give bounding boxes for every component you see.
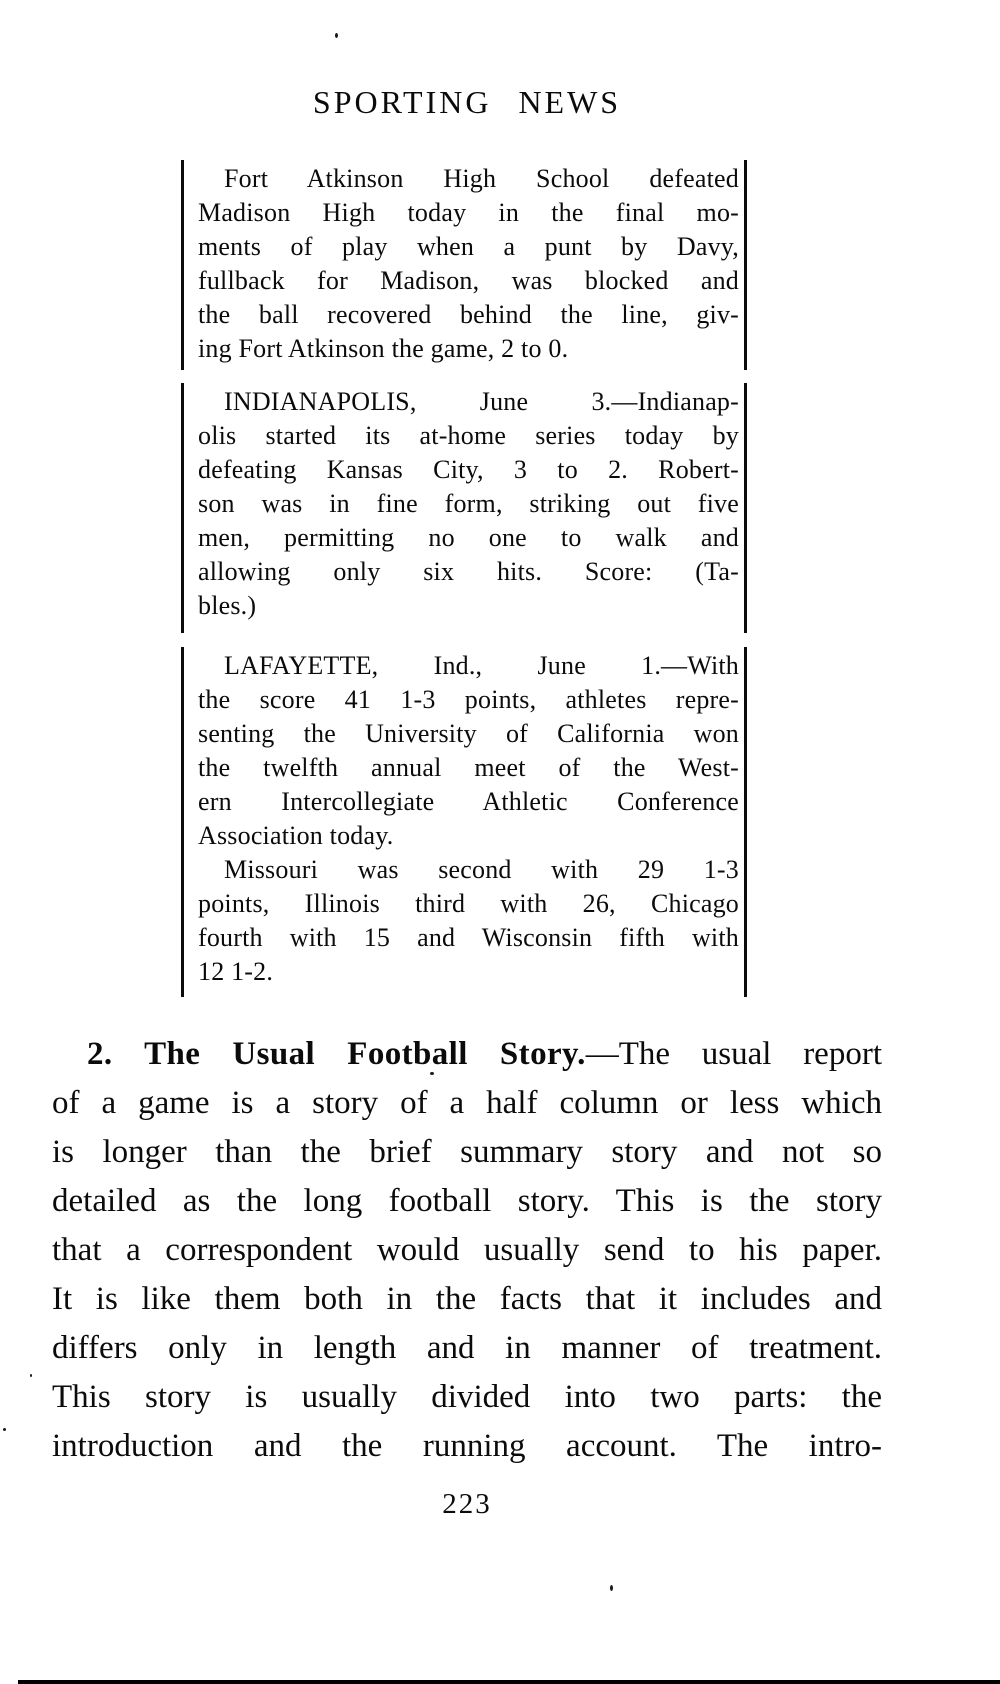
paragraph-heading-rest: —The usual report [585, 1036, 882, 1072]
scan-speck [335, 33, 338, 38]
text-line: ments of play when a punt by Davy, [198, 232, 739, 261]
text-line: fourth with 15 and Wisconsin fifth with [198, 923, 739, 952]
page-title: SPORTING NEWS [312, 84, 622, 120]
text-line: son was in fine form, striking out five [198, 489, 739, 518]
text-line: allowing only six hits. Score: (Ta- [198, 557, 739, 586]
text-line: men, permitting no one to walk and [198, 523, 739, 552]
paragraph-body-lines [52, 1079, 882, 1471]
text-line: It is like them both in the facts that it includes and [52, 1281, 882, 1317]
text-line: differs only in length and in manner of treatment. [52, 1330, 882, 1366]
text-line: This story is usually divided into two parts: the [52, 1379, 882, 1415]
text-line: Madison High today in the final mo- [198, 198, 739, 227]
text-line: is longer than the brief summary story and not so [52, 1134, 882, 1170]
text-line: introduction and the running account. The intro- [52, 1428, 882, 1464]
text-line: bles.) [198, 591, 257, 620]
paragraph-heading-bold: 2. The Usual Football Story. [87, 1036, 586, 1072]
text-line: defeating Kansas City, 3 to 2. Robert- [198, 455, 739, 484]
text-line: 12 1-2. [198, 957, 274, 986]
text-line: LAFAYETTE, Ind., June 1.—With [224, 651, 739, 680]
paragraph-heading-line [52, 1030, 882, 1079]
text-line: of a game is a story of a half column or less which [52, 1085, 882, 1121]
text-line: points, Illinois third with 26, Chicago [198, 889, 739, 918]
text-line: ing Fort Atkinson the game, 2 to 0. [198, 334, 569, 363]
scan-speck [3, 1428, 6, 1431]
text-line: Fort Atkinson High School defeated [224, 164, 739, 193]
text-line: ern Intercollegiate Athletic Conference [198, 787, 739, 816]
scan-speck [610, 1585, 613, 1591]
text-line: olis started its at-home series today by [198, 421, 739, 450]
scan-speck [30, 1374, 32, 1377]
text-line: the twelfth annual meet of the West- [198, 753, 739, 782]
text-line: senting the University of California won [198, 719, 739, 748]
text-line: the score 41 1-3 points, athletes repre- [198, 685, 739, 714]
extract-fort-atkinson [181, 160, 747, 370]
text-line: Missouri was second with 29 1-3 [224, 855, 739, 884]
extract-lafayette [181, 647, 747, 997]
text-line: INDIANAPOLIS, June 3.—Indianap- [224, 387, 739, 416]
text-line: the ball recovered behind the line, giv- [198, 300, 739, 329]
extract-indianapolis [181, 383, 747, 633]
text-line: Association today. [198, 821, 394, 850]
text-line: detailed as the long football story. This is the story [52, 1183, 882, 1219]
scan-edge-artifact [18, 1680, 1000, 1684]
page-number: 223 [442, 1488, 492, 1520]
text-line: that a correspondent would usually send to his paper. [52, 1232, 882, 1268]
text-line: fullback for Madison, was blocked and [198, 266, 739, 295]
football-story-paragraph [52, 1030, 882, 1471]
